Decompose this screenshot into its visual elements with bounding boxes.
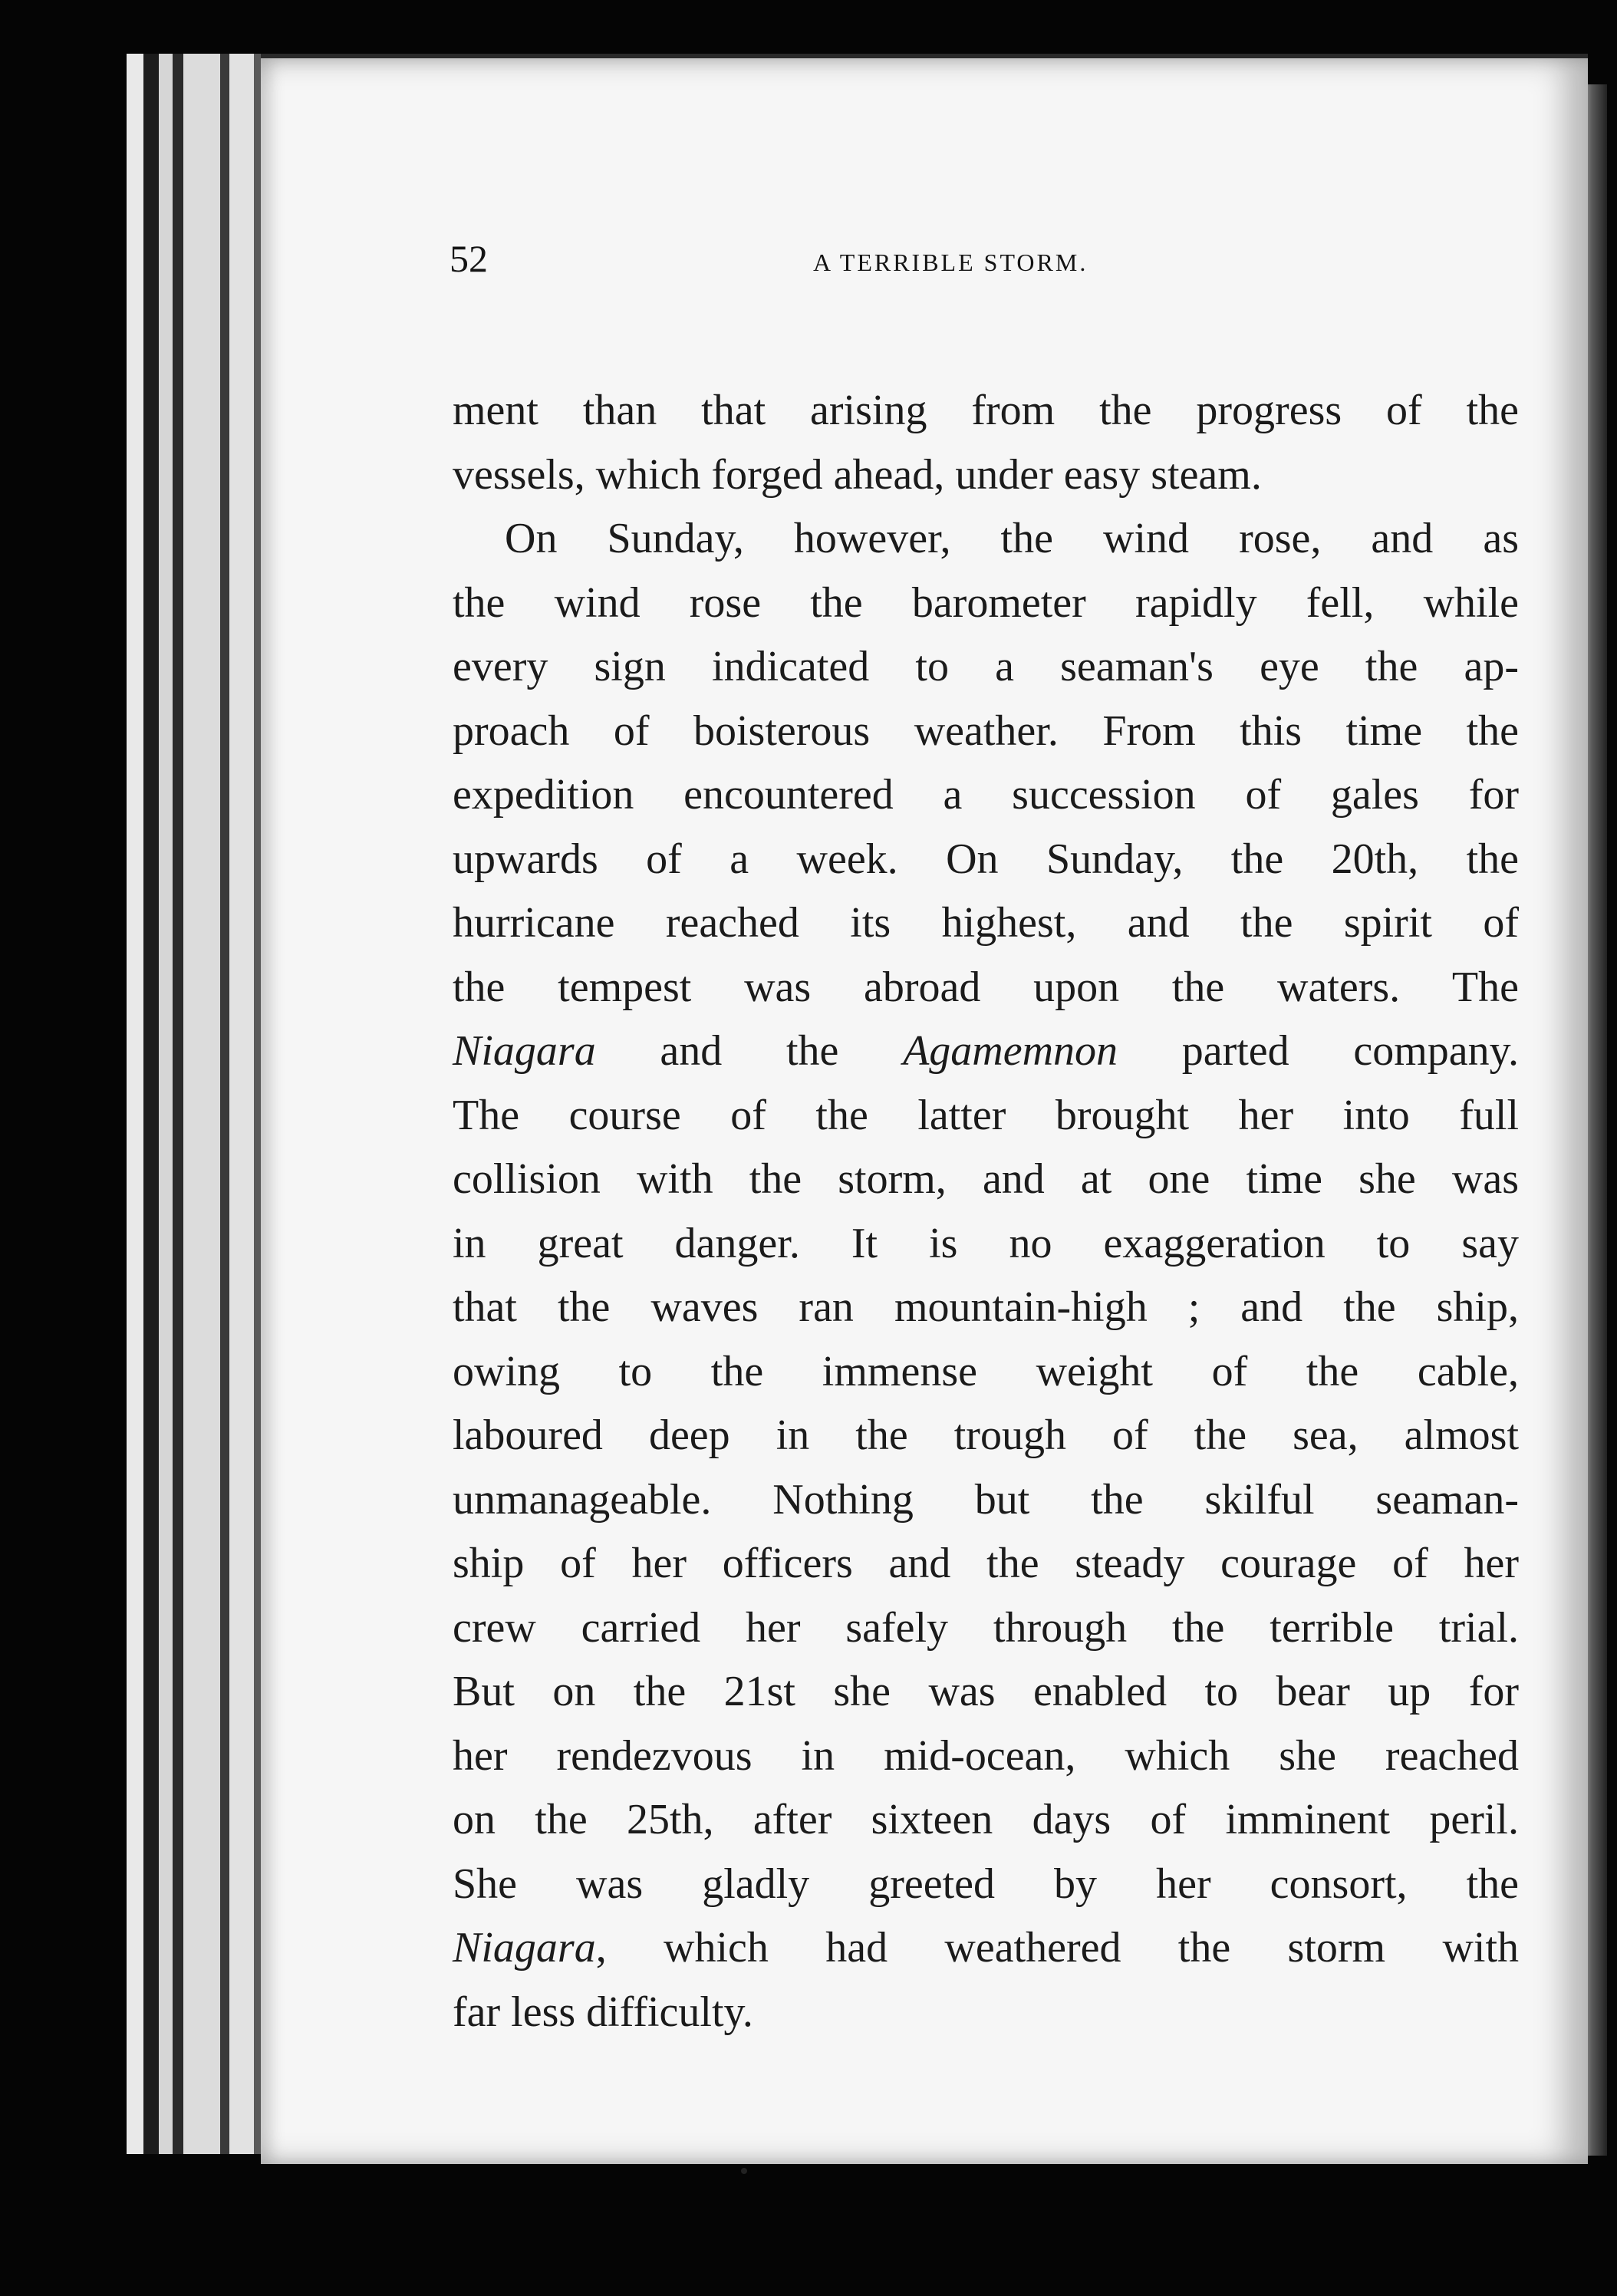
text-line: unmanageable. Nothing but the skilful seaman-: [453, 1475, 1519, 1524]
text-line: her rendezvous in mid-ocean, which she reached: [453, 1731, 1519, 1780]
text-line: The course of the latter brought her into full: [453, 1091, 1519, 1139]
text-line: the wind rose the barometer rapidly fell, while: [453, 578, 1519, 627]
text-line: crew carried her safely through the terrible trial.: [453, 1603, 1519, 1652]
text-line-italic: [453, 1916, 1519, 1981]
page-edge: [159, 54, 173, 2154]
text-line: owing to the immense weight of the cable,: [453, 1347, 1519, 1395]
text-line: laboured deep in the trough of the sea, almost: [453, 1412, 1519, 1459]
body-text: [453, 379, 1519, 2044]
page-edge: [220, 54, 229, 2154]
text-line-italic: [453, 1020, 1519, 1084]
book-page: [261, 54, 1588, 2164]
page-edge: [183, 54, 220, 2154]
text-line: ment than that arising from the progress of the: [453, 387, 1519, 434]
ship-name: Niagara: [453, 1027, 596, 1075]
text-line: ship of her officers and the steady courage of her: [453, 1540, 1519, 1587]
text-line: On Sunday, however, the wind rose, and as: [505, 515, 1519, 562]
page-edge: [127, 54, 143, 2154]
text-line: upwards of a week. On Sunday, the 20th, the: [453, 835, 1519, 883]
text-line: But on the 21st she was enabled to bear up for: [453, 1668, 1519, 1715]
text-line: expedition encountered a succession of gales for: [453, 771, 1519, 819]
ship-name: Niagara: [453, 1924, 596, 1972]
page-number: 52: [450, 237, 488, 280]
page-header: [261, 236, 1588, 298]
text-line: the tempest was abroad upon the waters. The: [453, 963, 1519, 1011]
text-fragment: , which had weathered the storm with: [595, 1924, 1519, 1972]
text-line: far less difficulty.: [453, 1988, 753, 2036]
text-line: in great danger. It is no exaggeration to say: [453, 1219, 1519, 1267]
print-speck: [741, 2168, 747, 2174]
text-line: proach of boisterous weather. From this time the: [453, 707, 1519, 755]
page-edge: [229, 54, 254, 2154]
text-line: on the 25th, after sixteen days of imminent peril.: [453, 1796, 1519, 1843]
text-line: hurricane reached its highest, and the spirit of: [453, 899, 1519, 947]
text-line: collision with the storm, and at one time she was: [453, 1155, 1519, 1203]
text-fragment: and the: [595, 1027, 904, 1075]
text-line: She was gladly greeted by her consort, the: [453, 1860, 1519, 1908]
text-line: vessels, which forged ahead, under easy steam.: [453, 450, 1262, 499]
text-fragment: parted company.: [1118, 1027, 1519, 1075]
text-line: every sign indicated to a seaman's eye the ap-: [453, 643, 1519, 690]
page-edge: [173, 54, 183, 2154]
text-line: that the waves ran mountain-high ; and the ship,: [453, 1283, 1519, 1331]
ship-name: Agamemnon: [903, 1027, 1118, 1075]
running-title: A TERRIBLE STORM.: [813, 249, 1088, 276]
page-edge: [143, 54, 159, 2154]
